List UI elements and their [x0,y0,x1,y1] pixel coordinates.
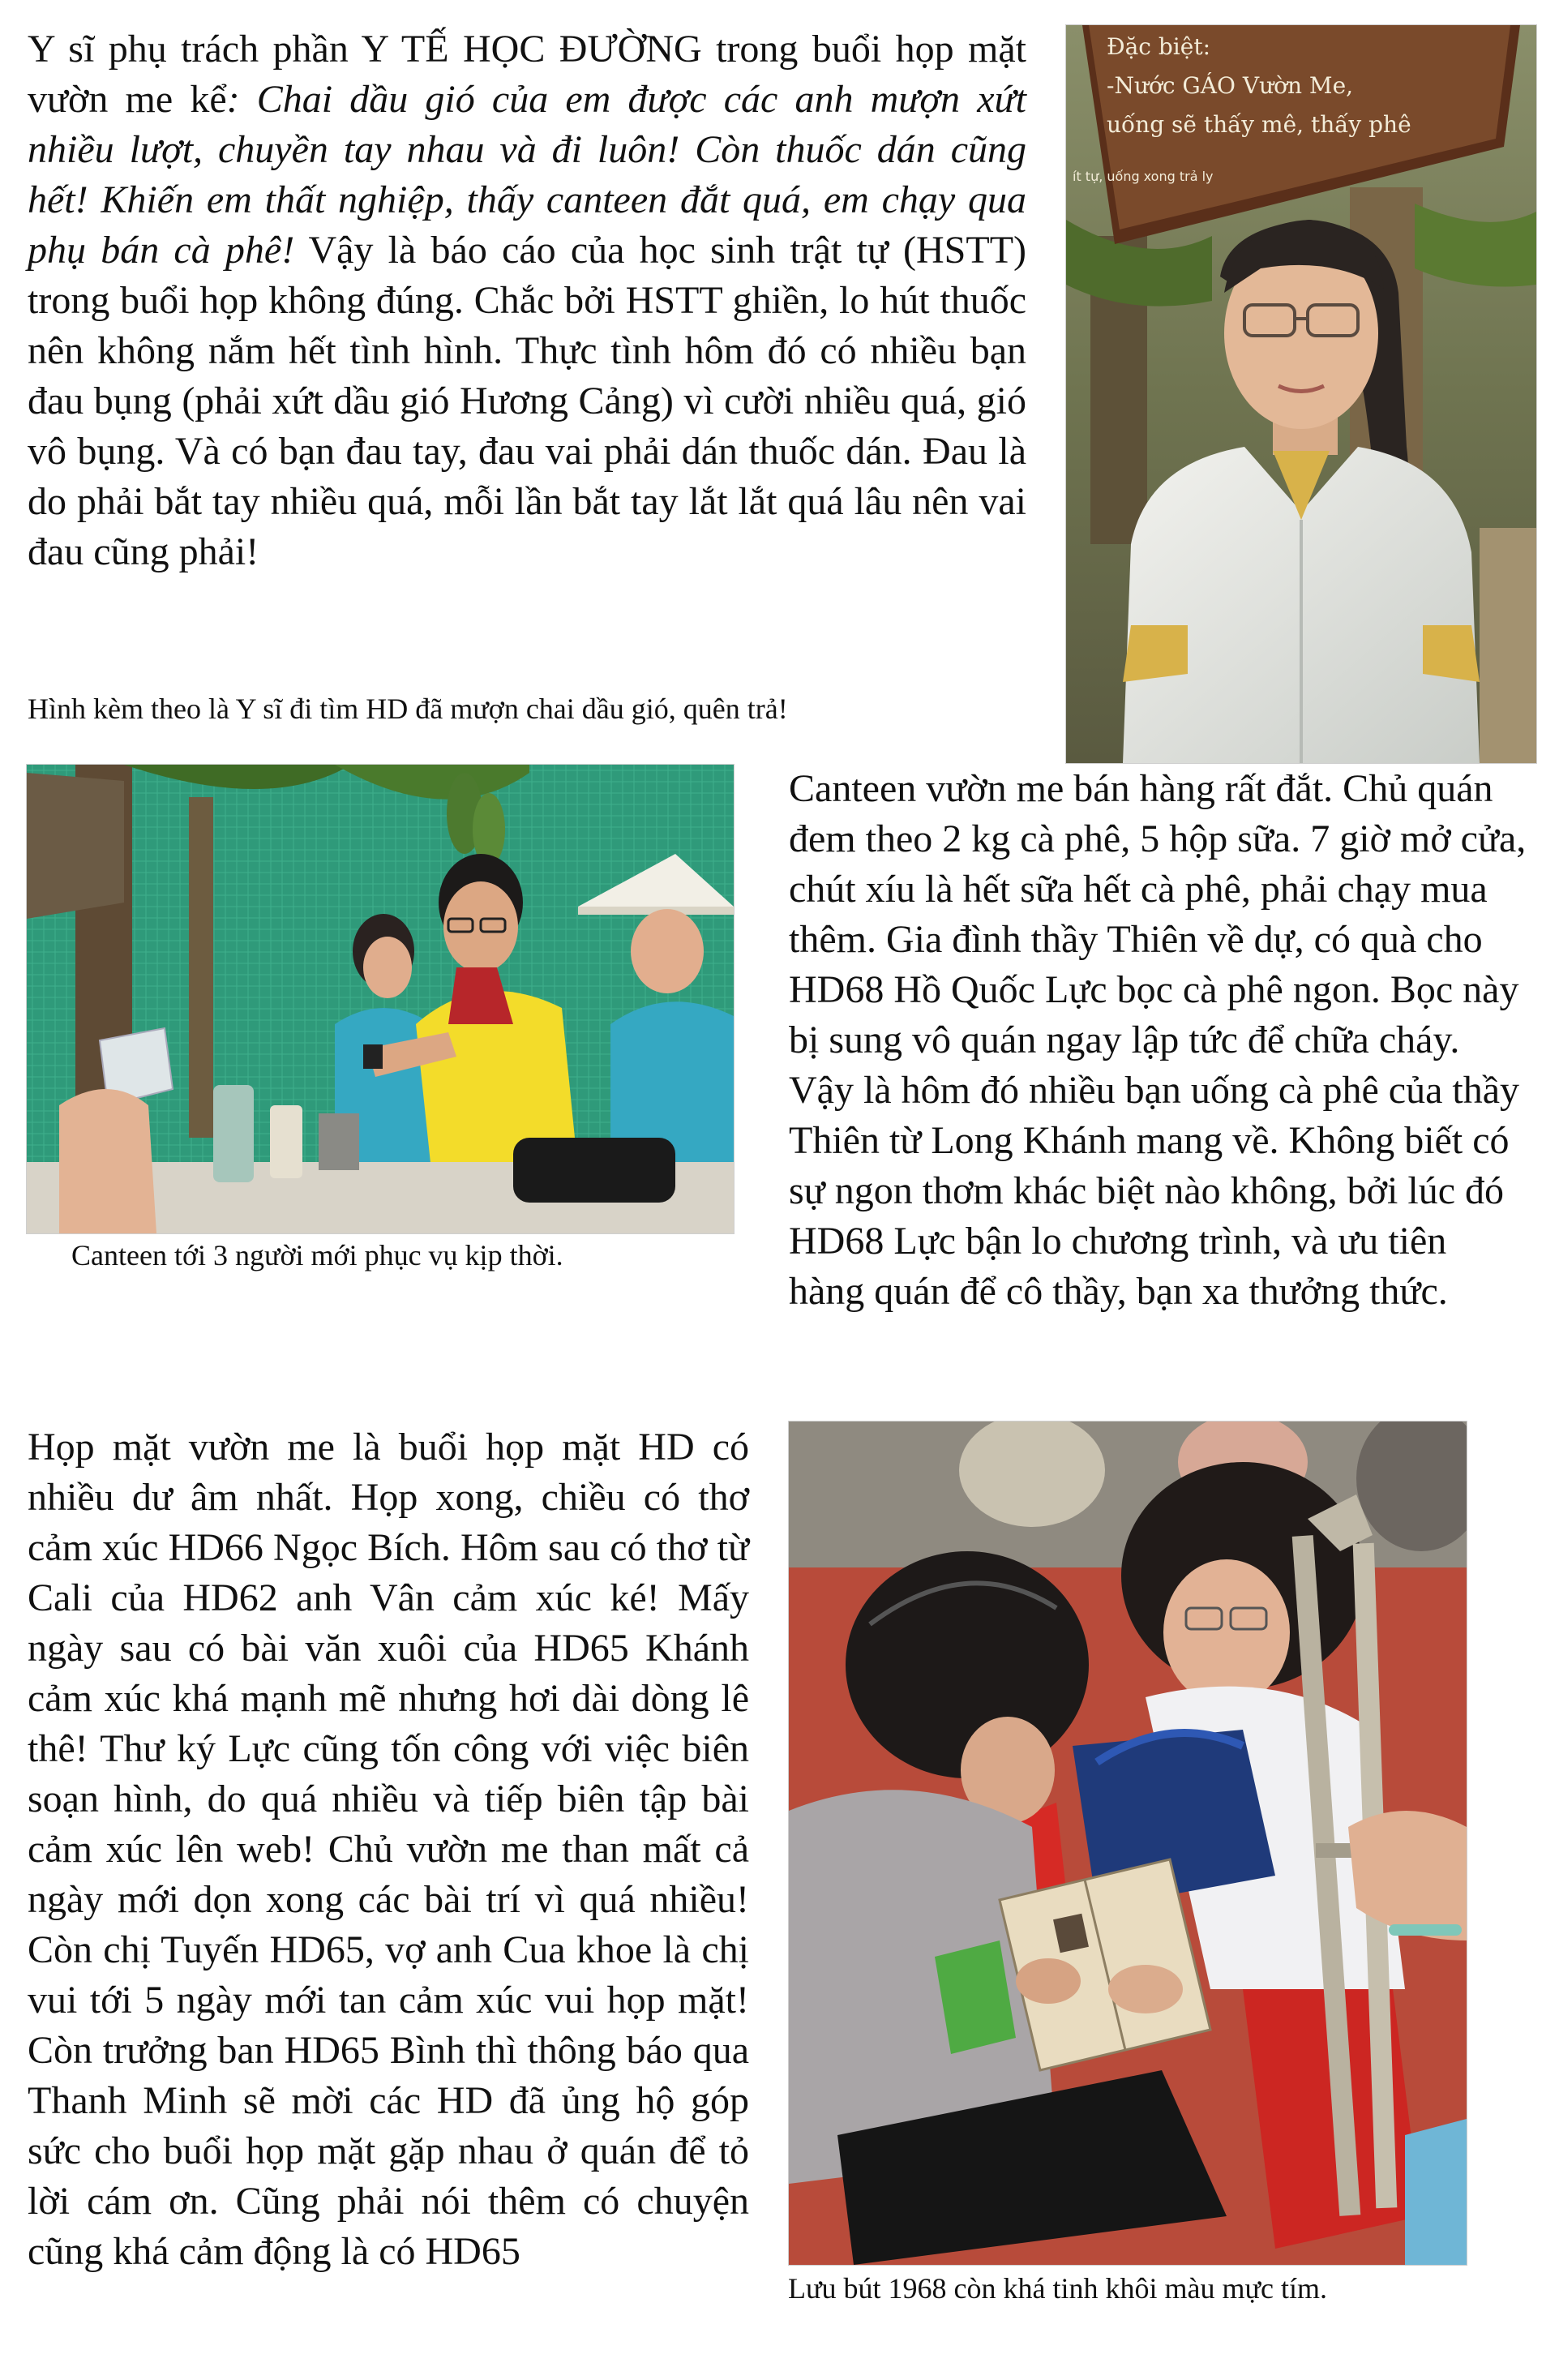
sign-text-line3: uống sẽ thấy mê, thấy phê [1107,111,1411,138]
paragraph-quote: : Chai dầu gió của em được các anh mượn xứt nhiều lượt, chuyền tay nhau và đi luôn! Còn thuốc dán cũng hết! Khiến em thất nghiệp, thấy canteen đắt quá, em chạy qua phụ bán cà phê! [28,78,1027,272]
caption-canteen-photo: Canteen tới 3 người mới phục vụ kịp thời. [71,1239,563,1271]
guestbook-photo-image [789,1422,1467,2265]
canteen-photo-image [27,765,734,1233]
paragraph-rest: Vậy là báo cáo của học sinh trật tự (HSTT) trong buổi họp không đúng. Chắc bởi HSTT ghiền, lo hút thuốc nên không nắm hết tình hình. Thực tình hôm đó có nhiều bạn đau bụng (phải xứt dầu gió Hương Cảng) vì cười nhiều quá, gió vô bụng. Và có bạn đau tay, đau vai phải dán thuốc dán. Đau là do phải bắt tay nhiều quá, mỗi lần bắt tay lắt lắt quá lâu nên vai đau cũng phải! [28,229,1027,573]
paragraph-canteen: Canteen vườn me bán hàng rất đắt. Chủ quán đem theo 2 kg cà phê, 5 hộp sữa. 7 giờ mở cửa, chút xíu là hết sữa hết cà phê, phải chạy mua thêm. Gia đình thầy Thiên về dự, có quà cho HD68 Hồ Quốc Lực bọc cà phê ngon. Bọc này bị sung vô quán ngay lập tức để chữa cháy. Vậy là hôm đó nhiều bạn uống cà phê của thầy Thiên từ Long Khánh mang về. Không biết có sự ngon thơm khác biệt nào không, bởi lúc đó HD68 Lực bận lo chương trình, và ưu tiên hàng quán để cô thầy, bạn xa thưởng thức. [789,767,1527,1313]
sign-text-small: ít tự, uống xong trả ly [1073,169,1214,184]
nurse-photo-image [1066,25,1536,763]
nurse-photo [1065,24,1537,764]
paragraph-school-health [28,24,1026,577]
caption-nurse-photo: Hình kèm theo là Y sĩ đi tìm HD đã mượn chai dầu gió, quên trả! [28,693,788,725]
canteen-photo [26,764,735,1234]
guestbook-photo [788,1421,1467,2266]
sign-text-line1: Đặc biệt: [1107,33,1211,60]
paragraph-lead: Y sĩ phụ trách phần Y TẾ HỌC ĐƯỜNG trong buổi họp mặt vườn me kể [28,28,1026,121]
sign-text-line2: -Nước GÁO Vườn Me, [1107,72,1354,99]
paragraph-aftermath: Họp mặt vườn me là buổi họp mặt HD có nhiều dư âm nhất. Họp xong, chiều có thơ cảm xúc HD66 Ngọc Bích. Hôm sau có thơ từ Cali của HD62 anh Vân cảm xúc ké! Mấy ngày sau có bài văn xuôi của HD65 Khánh cảm xúc khá mạnh mẽ nhưng hơi dài dòng lê thê! Thư ký Lực cũng tốn công với việc biên soạn hình, do quá nhiều và tiếp biên tập bài cảm xúc lên web! Chủ vườn me than mất cả ngày mới dọn xong các bài trí vì quá nhiều! Còn chị Tuyến HD65, vợ anh Cua khoe là chị vui tới 5 ngày mới tan cảm xúc vui họp mặt! Còn trưởng ban HD65 Bình thì thông báo qua Thanh Minh sẽ mời các HD đã ủng hộ góp sức cho buổi họp mặt gặp nhau ở quán để tỏ lời cám ơn. Cũng phải nói thêm có chuyện cũng khá cảm động là có HD65 [28,1426,749,2273]
caption-guestbook-photo: Lưu bút 1968 còn khá tinh khôi màu mực tím. [788,2272,1327,2305]
